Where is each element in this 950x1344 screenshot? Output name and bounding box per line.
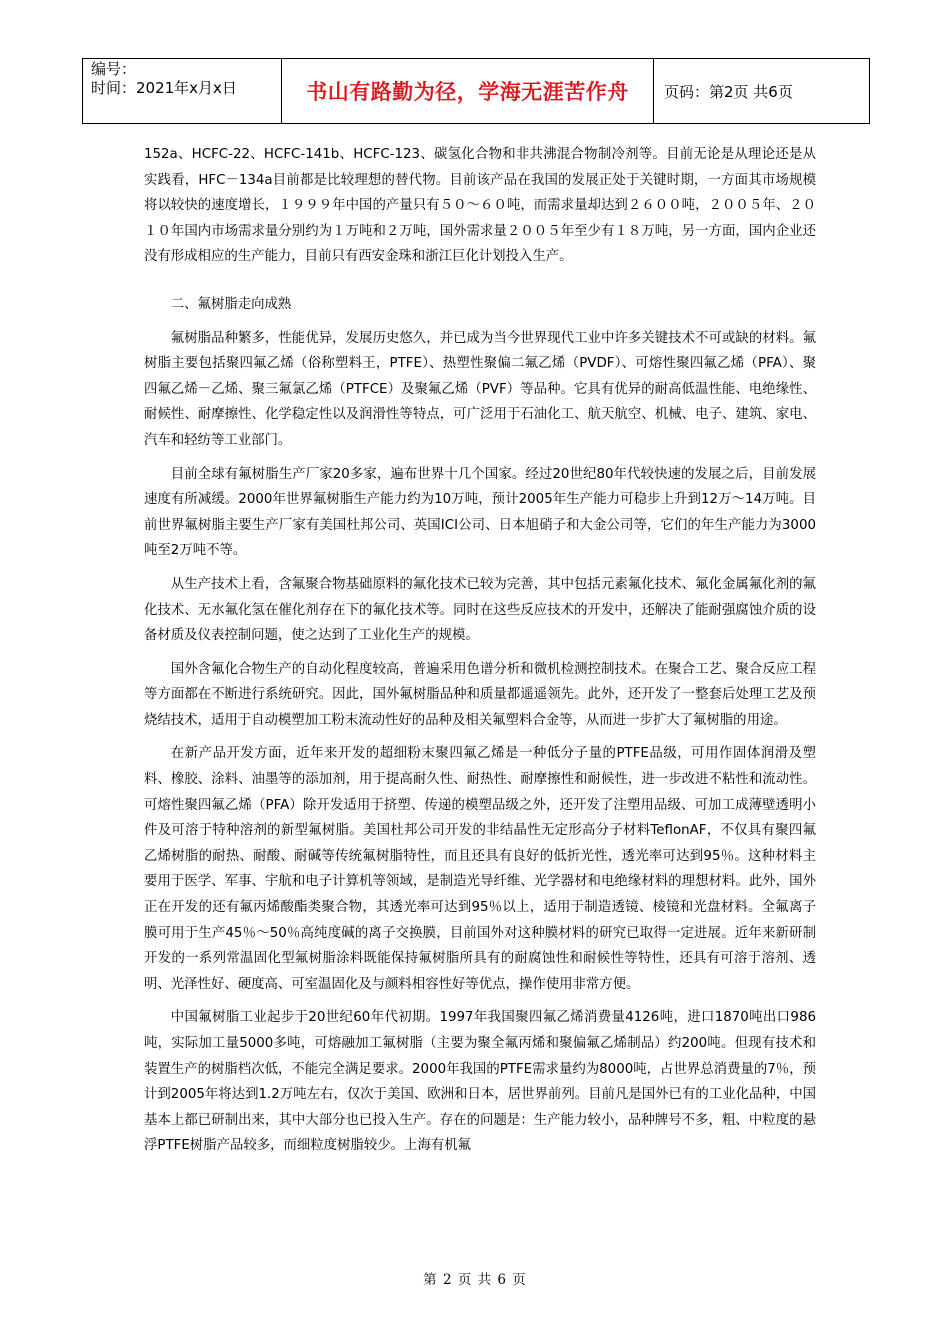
body-paragraph: 国外含氟化合物生产的自动化程度较高，普遍采用色谱分析和微机检测控制技术。在聚合工艺、聚合反应工程等方面都在不断进行系统研究。因此，国外氟树脂品种和质量都遥遥领先。此外，还开发了一整套后处理工艺及预烧结技术，适用于自动模塑加工粉末流动性好的品种及相关氟塑料合金等，从而进一步扩大了氟树脂的用途。 (144, 661, 816, 728)
document-body (144, 142, 816, 1167)
body-paragraph: 在新产品开发方面，近年来开发的超细粉末聚四氟乙烯是一种低分子量的PTFE品级，可用作固体润滑及塑料、橡胶、涂料、油墨等的添加剂，用于提高耐久性、耐热性、耐摩擦性和耐候性，进一步改进不粘性和流动性。可熔性聚四氟乙烯（PFA）除开发适用于挤塑、传递的模塑品级之外，还开发了注塑用品级、可加工成薄壁透明小件及可溶于特种溶剂的新型氟树脂。美国杜邦公司开发的非结晶性无定形高分子材料TeflonAF，不仅具有聚四氟乙烯树脂的耐热、耐酸、耐碱等传统氟树脂特性，而且还具有良好的低折光性，透光率可达到95％。这种材料主要用于医学、军事、宇航和电子计算机等领域，是制造光导纤维、光学器材和电绝缘材料的理想材料。此外，国外正在开发的还有氟丙烯酸酯类聚合物，其透光率可达到95％以上，适用于制造透镜、棱镜和光盘材料。全氟离子膜可用于生产45％～50％高纯度碱的离子交换膜，目前国外对这种膜材料的研究已取得一定进展。近年来新研制开发的一系列常温固化型氟树脂涂料既能保持氟树脂所具有的耐腐蚀性和耐候性等特性，还具有可溶于溶剂、透明、光泽性好、硬度高、可室温固化及与颜料相容性好等优点，操作使用非常方便。 (144, 746, 816, 992)
document-number-label: 编号： (91, 60, 137, 78)
header-page-label: 页码：第2页 共6页 (664, 82, 793, 101)
body-paragraph: 目前全球有氟树脂生产厂家20多家，遍布世界十几个国家。经过20世纪80年代较快速的发展之后，目前发展速度有所减缓。2000年世界氟树脂生产能力约为10万吨，预计2005年生产能力可稳步上升到12万～14万吨。目前世界氟树脂主要生产厂家有美国杜邦公司、英国ICI公司、日本旭硝子和大金公司等，它们的年生产能力为3000吨至2万吨不等。 (144, 466, 816, 559)
body-paragraph: 中国氟树脂工业起步于20世纪60年代初期。1997年我国聚四氟乙烯消费量4126吨，进口1870吨出口986吨，实际加工量5000多吨，可熔融加工氟树脂（主要为聚全氟丙烯和聚偏氟乙烯制品）约200吨。但现有技术和装置生产的树脂档次低，不能完全满足要求。2000年我国的PTFE需求量约为8000吨，占世界总消费量的7％，预计到2005年将达到1.2万吨左右，仅次于美国、欧洲和日本，居世界前列。目前凡是国外已有的工业化品种，中国基本上都已研制出来，其中大部分也已投入生产。存在的问题是：生产能力较小，品种牌号不多，粗、中粒度的悬浮PTFE树脂产品较多，而细粒度树脂较少。上海有机氟 (144, 1010, 816, 1154)
body-paragraph: 氟树脂品种繁多，性能优异，发展历史悠久，并已成为当今世界现代工业中许多关键技术不可或缺的材料。氟树脂主要包括聚四氟乙烯（俗称塑料王，PTFE）、热塑性聚偏二氟乙烯（PVDF）、可熔性聚四氟乙烯（PFA）、聚四氟乙烯－乙烯、聚三氟氯乙烯（PTFCE）及聚氟乙烯（PVF）等品种。它具有优异的耐高低温性能、电绝缘性、耐候性、耐摩擦性、化学稳定性以及润滑性等特点，可广泛用于石油化工、航天航空、机械、电子、建筑、家电、汽车和轻纺等工业部门。 (144, 330, 816, 448)
body-paragraph: 从生产技术上看，含氟聚合物基础原料的氟化技术已较为完善，其中包括元素氟化技术、氟化金属氟化剂的氟化技术、无水氟化氢在催化剂存在下的氟化技术等。同时在这些反应技术的开发中，还解决了能耐强腐蚀介质的设备材质及仪表控制问题，使之达到了工业化生产的规模。 (144, 576, 816, 644)
header-meta-cell (83, 59, 282, 123)
body-paragraph: 152a、HCFC-22、HCFC-141b、HCFC-123、碳氢化合物和非共沸混合物制冷剂等。目前无论是从理论还是从实践看，HFC－134a目前都是比较理想的替代物。目前该产品在我国的发展正处于关键时期，一方面其市场规模将以较快的速度增长，１９９９年中国的产量只有５０～６０吨，而需求量却达到２６００吨，２００５年、２０１０年国内市场需求量分别约为１万吨和２万吨，国外需求量２００５年至少有１８万吨，另一方面，国内企业还没有形成相应的生产能力，目前只有西安金珠和浙江巨化计划投入生产。 (144, 147, 816, 265)
section-heading: 二、氟树脂走向成熟 (170, 296, 292, 312)
header-motto: 书山有路勤为径，学海无涯苦作舟 (282, 59, 654, 123)
document-time-label: 时间：2021年x月x日 (91, 79, 237, 97)
page-header (82, 58, 870, 124)
page-footer: 第 2 页 共 6 页 (423, 1272, 527, 1288)
